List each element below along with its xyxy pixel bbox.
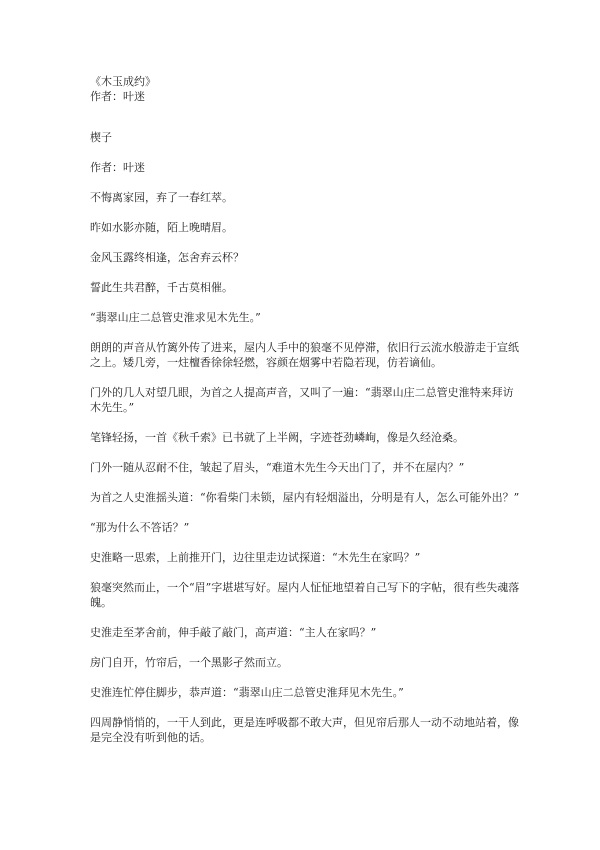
paragraph: 门外一随从忍耐不住，皱起了眉头，“难道木先生今天出门了，并不在屋内？” xyxy=(90,461,465,474)
paragraph: 四周静悄悄的，一干人到此，更是连呼吸都不敢大声，但见帘后那人一动不动地站着，像是完全没有听到他的话。 xyxy=(90,716,519,744)
paragraph: 不悔离家园，弃了一春红萃。 xyxy=(90,191,233,204)
section-title: 楔子 xyxy=(90,131,112,144)
book-title: 《木玉成约》 xyxy=(90,75,156,88)
paragraph: 誓此生共君醉，千古莫相催。 xyxy=(90,281,233,294)
paragraph: 昨如水影亦随，陌上晚晴眉。 xyxy=(90,221,233,234)
paragraph: 史淮连忙停住脚步，恭声道：“翡翠山庄二总管史淮拜见木先生。” xyxy=(90,686,404,699)
paragraph: 金风玉露终相逢，怎舍弃云杯？ xyxy=(90,251,244,264)
paragraph: 门外的几人对望几眼，为首之人提高声音，又叫了一遍：“翡翠山庄二总管史淮特来拜访木先生。” xyxy=(90,386,514,414)
paragraph: 房门自开，竹帘后，一个黑影孑然而立。 xyxy=(90,656,288,669)
paragraph: 史淮略一思索，上前推开门，边往里走边试探道：“木先生在家吗？” xyxy=(90,551,421,564)
paragraph: 狼毫突然而止，一个“眉”字堪堪写好。屋内人怔怔地望着自己写下的字帖，很有些失魂落魄。 xyxy=(90,581,520,609)
paragraph: 为首之人史淮摇头道：“你看柴门未锁，屋内有轻烟溢出，分明是有人，怎么可能外出？” xyxy=(90,491,520,504)
paragraph: “那为什么不答话？” xyxy=(90,521,190,534)
paragraph: 史淮走至茅舍前，伸手敲了敲门，高声道：“主人在家吗？” xyxy=(90,626,377,639)
paragraph: 笔锋轻扬，一首《秋千索》已书就了上半阙，字迹苍劲嶙峋，像是久经沧桑。 xyxy=(90,431,464,444)
author-line: 作者：叶迷 xyxy=(90,90,145,103)
document-page xyxy=(90,74,520,760)
paragraph: “翡翠山庄二总管史淮求见木先生。” xyxy=(90,311,261,324)
author-line-repeat: 作者：叶迷 xyxy=(90,161,145,174)
paragraph: 朗朗的声音从竹篱外传了进来，屋内人手中的狼毫不见停滞，依旧行云流水般游走于宣纸之上。矮几旁，一炷檀香徐徐轻燃，容颜在烟雾中若隐若现，仿若谪仙。 xyxy=(90,341,519,369)
body-text xyxy=(90,190,520,745)
